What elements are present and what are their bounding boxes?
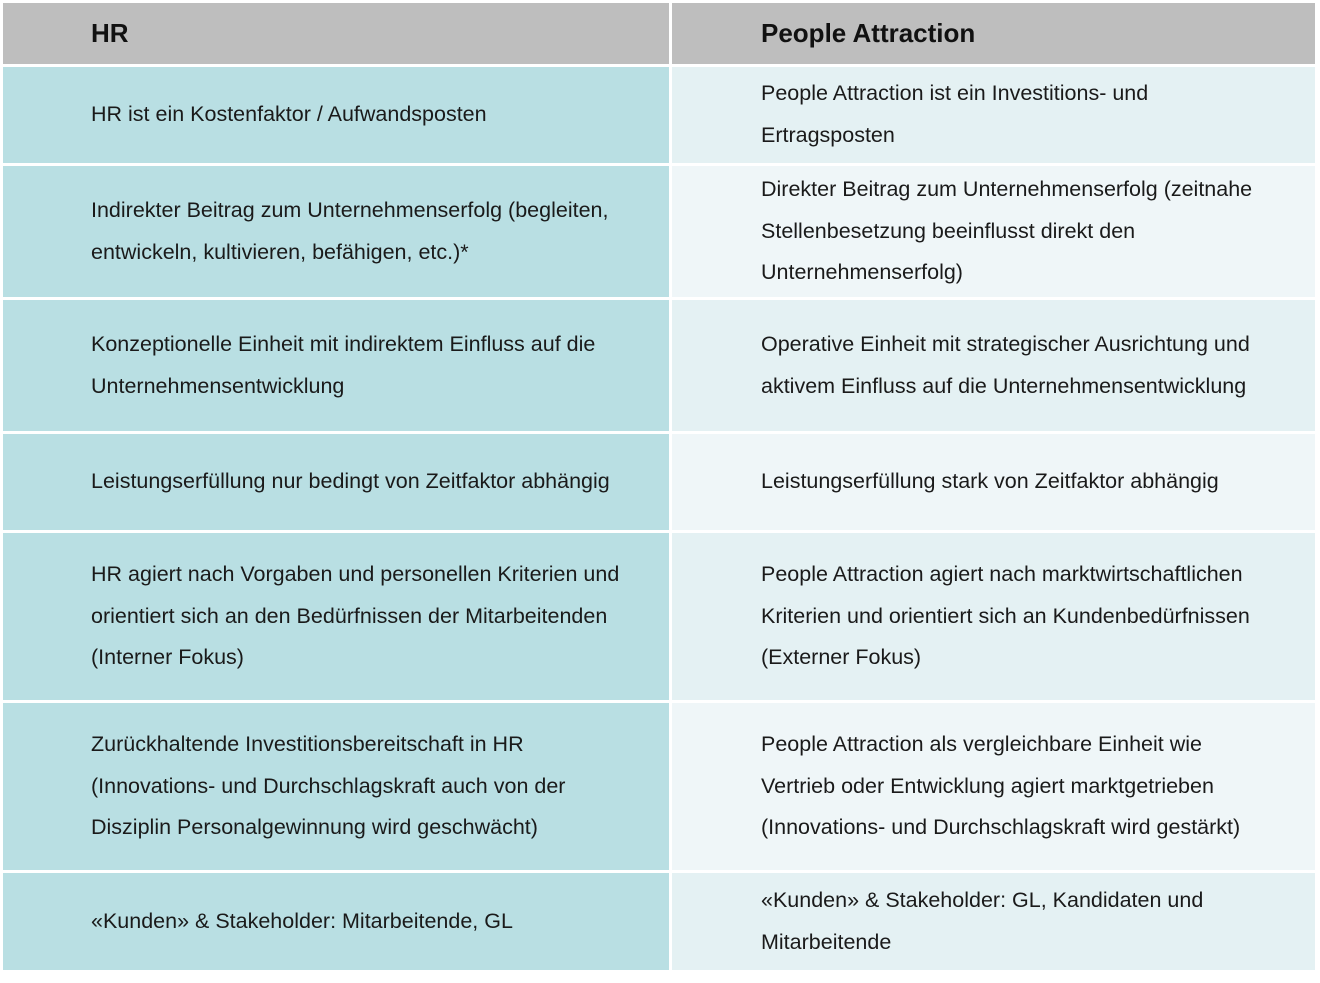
row-2-hr-cell [3,166,669,297]
row-6-people-attraction-text: People Attraction als vergleichbare Einheit wie Vertrieb oder Entwicklung agiert marktgetrieben (Innovations- und Durchschlagskraft wird gestärkt) [761,731,1241,840]
header-people-attraction-label: People Attraction [761,18,976,48]
row-5-hr-cell [3,533,669,700]
row-7-people-attraction-cell [672,873,1315,970]
row-1-people-attraction-cell [672,67,1315,163]
row-4-hr-cell [3,434,669,530]
row-7-people-attraction-text: «Kunden» & Stakeholder: GL, Kandidaten und Mitarbeitende [761,887,1204,954]
row-4-people-attraction-cell [672,434,1315,530]
row-2-people-attraction-cell [672,166,1315,297]
row-1-people-attraction-text: People Attraction ist ein Investitions- und Ertragsposten [761,81,1149,147]
row-3-hr-text: Konzeptionelle Einheit mit indirektem Einfluss auf die Unternehmensentwicklung [91,331,596,398]
row-3-hr-cell [3,300,669,431]
row-3-people-attraction-text: Operative Einheit mit strategischer Ausrichtung und aktivem Einfluss auf die Unternehmensentwicklung [761,331,1250,398]
row-7-hr-text: «Kunden» & Stakeholder: Mitarbeitende, GL [91,908,513,933]
row-5-people-attraction-text: People Attraction agiert nach marktwirtschaftlichen Kriterien und orientiert sich an Kundenbedürfnissen (Externer Fokus) [761,561,1250,670]
row-3-people-attraction-cell [672,300,1315,431]
row-4-hr-text: Leistungserfüllung nur bedingt von Zeitfaktor abhängig [91,469,610,494]
row-5-hr-text: HR agiert nach Vorgaben und personellen Kriterien und orientiert sich an den Bedürfnissen der Mitarbeitenden (Interner Fokus) [91,561,620,670]
header-hr [3,3,669,64]
row-1-hr-text: HR ist ein Kostenfaktor / Aufwandsposten [91,102,487,127]
row-1-hr-cell [3,67,669,163]
header-people-attraction [672,3,1315,64]
row-2-hr-text: Indirekter Beitrag zum Unternehmenserfolg (begleiten, entwickeln, kultivieren, befähigen, etc.)* [91,197,609,264]
comparison-table [3,3,1315,970]
row-6-hr-cell [3,703,669,870]
row-5-people-attraction-cell [672,533,1315,700]
row-2-people-attraction-text: Direkter Beitrag zum Unternehmenserfolg (zeitnahe Stellenbesetzung beeinflusst direkt den Unternehmenserfolg) [761,176,1253,285]
row-6-hr-text: Zurückhaltende Investitionsbereitschaft in HR (Innovations- und Durchschlagskraft auch von der Disziplin Personalgewinnung wird geschwächt) [91,731,566,840]
row-4-people-attraction-text: Leistungserfüllung stark von Zeitfaktor abhängig [761,469,1219,494]
header-hr-label: HR [91,18,129,48]
row-7-hr-cell [3,873,669,970]
row-6-people-attraction-cell [672,703,1315,870]
